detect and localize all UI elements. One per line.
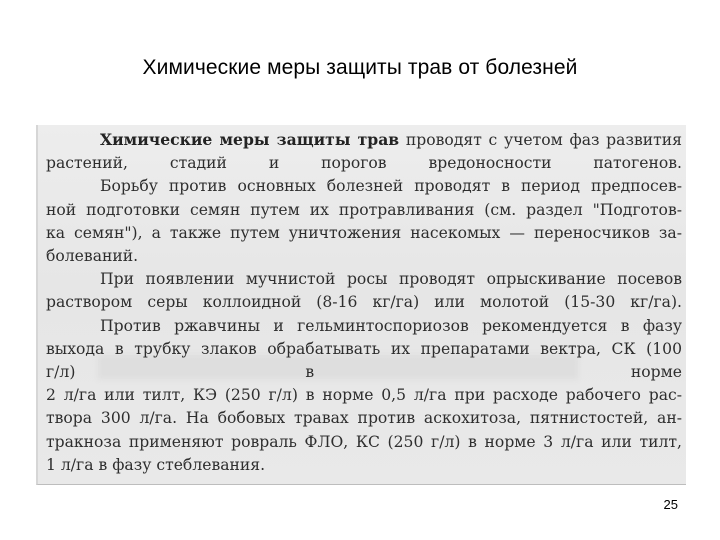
page-number: 25 <box>663 497 678 512</box>
text-line: твора 300 л/га. На бобовых травах против аскохитоза, пятнистостей, ан- <box>46 409 682 428</box>
text-line-middle: в <box>305 363 315 382</box>
text-line: ной подготовки семян путем их протравливания (см. раздел "Подготов- <box>46 200 682 219</box>
text-line-bold: Химические меры защиты трав <box>100 130 400 149</box>
text-line: 2 л/га или тилт, КЭ (250 г/л) в норме 0,5 л/га при расходе рабочего рас- <box>46 386 682 405</box>
scanned-text-image <box>36 125 686 485</box>
text-line: ка семян"), а также путем уничтожения насекомых — переносчиков за- <box>46 223 682 242</box>
text-line: растений, стадий и порогов вредоносности патогенов. <box>46 154 682 173</box>
text-line: выхода в трубку злаков обрабатывать их препаратами вектра, СК (100 <box>46 339 682 358</box>
text-line: Борьбу против основных болезней проводят в период предпосев- <box>100 177 682 196</box>
slide-title: Химические меры защиты трав от болезней <box>142 56 578 79</box>
text-line-left: г/л) <box>46 363 76 382</box>
text-line: 1 л/га в фазу стеблевания. <box>46 455 266 474</box>
text-line: Против ржавчины и гельминтоспориозов рекомендуется в фазу <box>100 316 682 335</box>
text-line-rest: проводят с учетом фаз развития <box>399 131 682 149</box>
text-line: При появлении мучнистой росы проводят опрыскивание посевов <box>100 270 682 289</box>
text-line: тракноза применяют ровраль ФЛО, КС (250 г/л) в норме 3 л/га или тилт, <box>46 432 682 451</box>
text-line: болеваний. <box>46 247 139 266</box>
text-line <box>46 361 682 384</box>
text-line <box>46 128 682 152</box>
text-line: раствором серы коллоидной (8-16 кг/га) или молотой (15-30 кг/га). <box>46 293 682 312</box>
text-line-right: норме <box>630 363 682 382</box>
scanned-text-block <box>46 128 682 477</box>
